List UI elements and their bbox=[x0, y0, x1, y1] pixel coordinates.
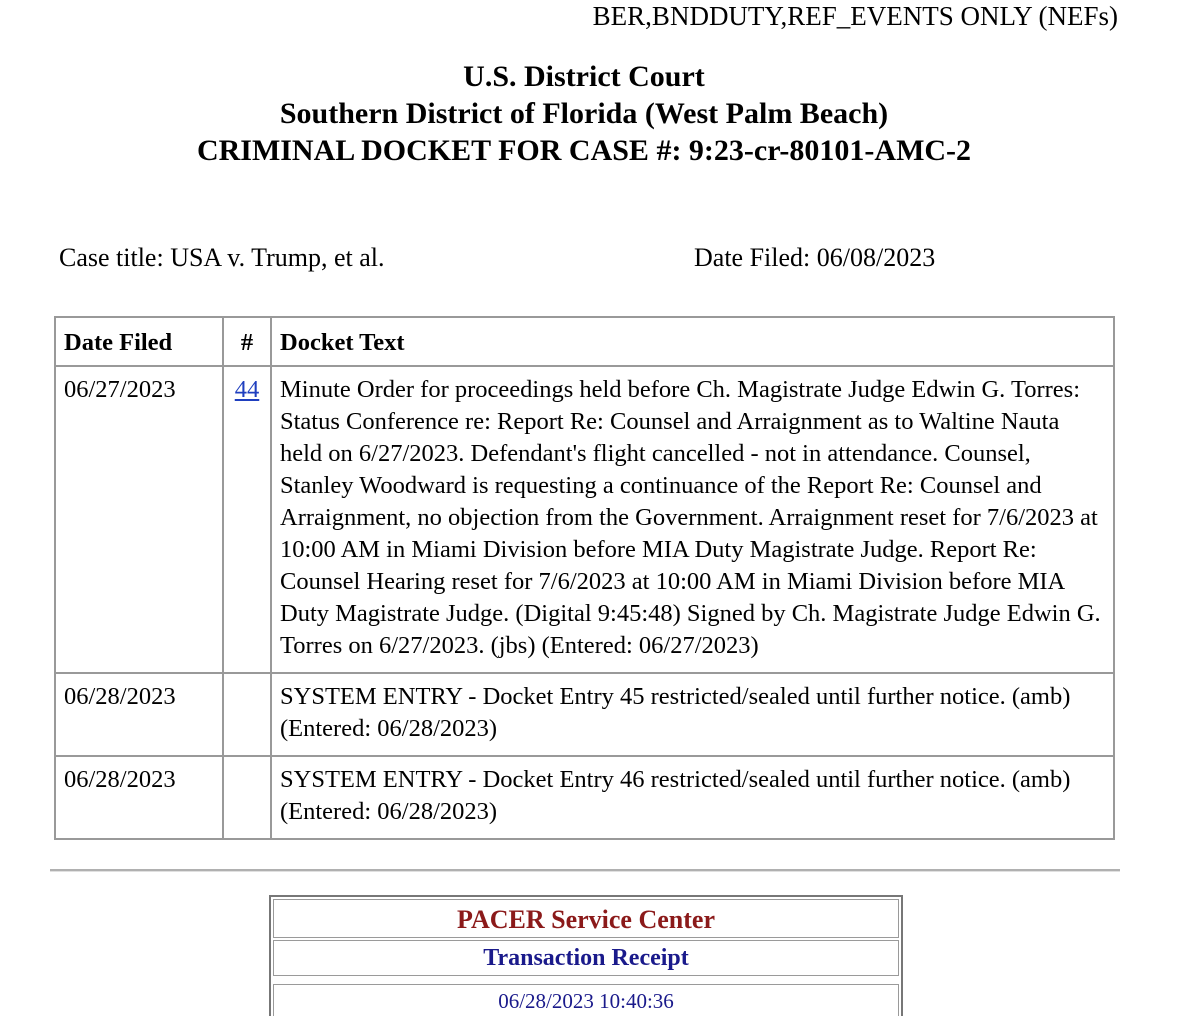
table-header-row bbox=[55, 317, 1114, 366]
court-name: U.S. District Court bbox=[463, 60, 705, 93]
header-date-filed: Date Filed bbox=[55, 317, 223, 366]
case-title: Case title: USA v. Trump, et al. bbox=[59, 243, 385, 272]
table-row bbox=[55, 756, 1114, 839]
pacer-receipt bbox=[269, 895, 903, 1016]
table-row bbox=[55, 366, 1114, 673]
court-header bbox=[0, 58, 1168, 169]
row-number bbox=[223, 673, 271, 756]
case-date-filed: Date Filed: 06/08/2023 bbox=[694, 243, 936, 272]
pacer-service-center-title: PACER Service Center bbox=[273, 899, 899, 938]
row-date: 06/28/2023 bbox=[55, 756, 223, 839]
row-docket-text: SYSTEM ENTRY - Docket Entry 45 restricted/sealed until further notice. (amb) (Entered: 06/28/2023) bbox=[271, 673, 1114, 756]
row-number bbox=[223, 756, 271, 839]
row-number bbox=[223, 366, 271, 673]
docket-title: CRIMINAL DOCKET FOR CASE #: 9:23-cr-80101-AMC-2 bbox=[196, 134, 972, 167]
table-row bbox=[55, 673, 1114, 756]
section-divider bbox=[50, 869, 1120, 872]
header-number: # bbox=[223, 317, 271, 366]
row-date: 06/27/2023 bbox=[55, 366, 223, 673]
docket-table bbox=[54, 316, 1115, 840]
docket-entry-link[interactable]: 44 bbox=[234, 376, 260, 403]
row-docket-text: Minute Order for proceedings held before Ch. Magistrate Judge Edwin G. Torres: Status Conference re: Report Re: Counsel and Arraignment as to Waltine Nauta held on 6/27/2023. Defendant's flight cancelled - not in attendance. Counsel, Stanley Woodward is requesting a continuance of the Report Re: Counsel and Arraignment, no objection from the Government. Arraignment reset for 7/6/2023 at 10:00 AM in Miami Division before MIA Duty Magistrate Judge. Report Re: Counsel Hearing reset for 7/6/2023 at 10:00 AM in Miami Division before MIA Duty Magistrate Judge. (Digital 9:45:48) Signed by Ch. Magistrate Judge Edwin G. Torres on 6/27/2023. (jbs) (Entered: 06/27/2023) bbox=[271, 366, 1114, 673]
district-name: Southern District of Florida (West Palm Beach) bbox=[279, 97, 889, 130]
transaction-receipt-title: Transaction Receipt bbox=[273, 940, 899, 976]
case-flags: BER,BNDDUTY,REF_EVENTS ONLY (NEFs) bbox=[592, 1, 1118, 31]
receipt-timestamp: 06/28/2023 10:40:36 bbox=[273, 984, 899, 1016]
header-docket-text: Docket Text bbox=[271, 317, 1114, 366]
row-date: 06/28/2023 bbox=[55, 673, 223, 756]
row-docket-text: SYSTEM ENTRY - Docket Entry 46 restricted/sealed until further notice. (amb) (Entered: 06/28/2023) bbox=[271, 756, 1114, 839]
